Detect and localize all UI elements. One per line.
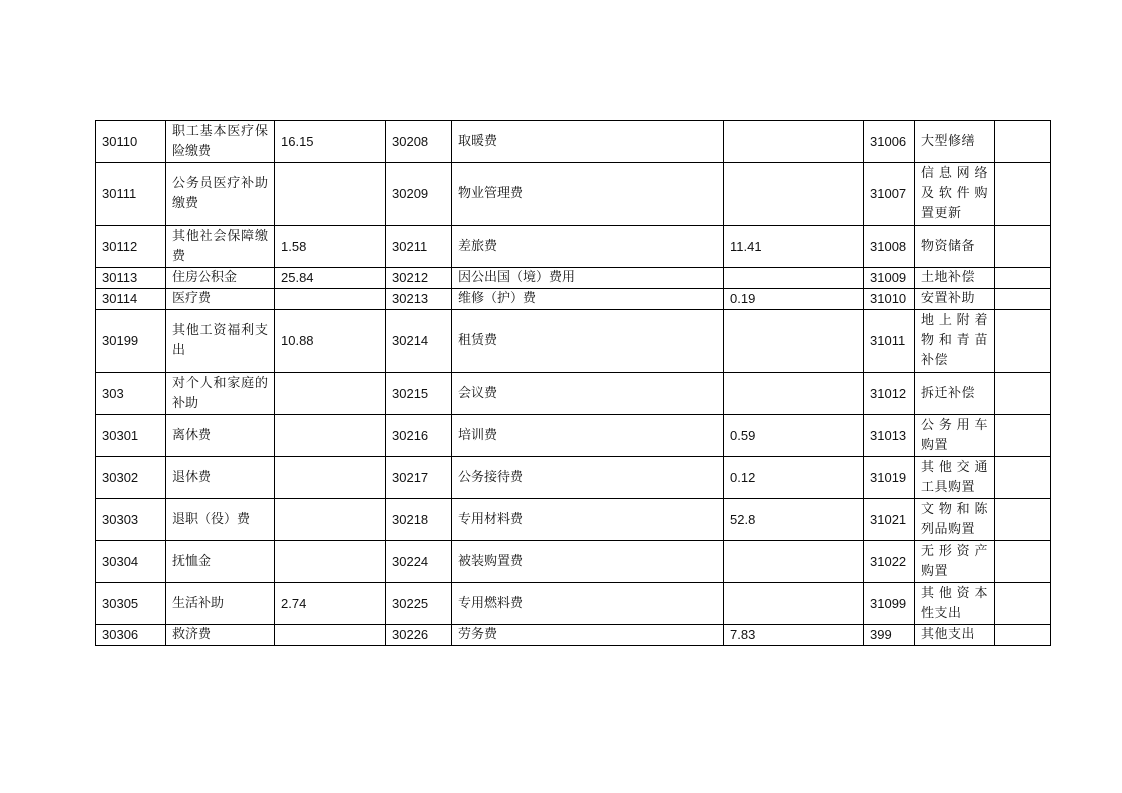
item-name-cell: 地上附着物和青苗补偿 [915, 310, 995, 373]
code-cell: 30112 [96, 226, 166, 268]
amount-cell: 10.88 [275, 310, 386, 373]
amount-cell [724, 163, 864, 226]
table-row [96, 541, 1051, 583]
code-cell: 30217 [386, 457, 452, 499]
item-name-cell: 物资储备 [915, 226, 995, 268]
code-cell: 30218 [386, 499, 452, 541]
amount-cell [275, 373, 386, 415]
item-name-cell: 专用材料费 [452, 499, 724, 541]
code-cell: 31012 [864, 373, 915, 415]
amount-cell: 0.59 [724, 415, 864, 457]
item-name-cell: 取暖费 [452, 121, 724, 163]
code-cell: 30306 [96, 625, 166, 646]
code-cell: 30113 [96, 268, 166, 289]
item-name-cell: 离休费 [166, 415, 275, 457]
item-name-cell: 培训费 [452, 415, 724, 457]
amount-cell: 0.12 [724, 457, 864, 499]
code-cell: 30224 [386, 541, 452, 583]
item-name-cell: 其他交通工具购置 [915, 457, 995, 499]
amount-cell [995, 163, 1051, 226]
amount-cell [995, 226, 1051, 268]
item-name-cell: 拆迁补偿 [915, 373, 995, 415]
amount-cell: 2.74 [275, 583, 386, 625]
amount-cell [995, 457, 1051, 499]
code-cell: 30216 [386, 415, 452, 457]
amount-cell [724, 373, 864, 415]
amount-cell [995, 415, 1051, 457]
amount-cell [275, 541, 386, 583]
item-name-cell: 救济费 [166, 625, 275, 646]
code-cell: 30226 [386, 625, 452, 646]
item-name-cell: 其他工资福利支出 [166, 310, 275, 373]
table-row [96, 499, 1051, 541]
table-row [96, 163, 1051, 226]
amount-cell [275, 415, 386, 457]
item-name-cell: 抚恤金 [166, 541, 275, 583]
item-name-cell: 大型修缮 [915, 121, 995, 163]
item-name-cell: 差旅费 [452, 226, 724, 268]
amount-cell [275, 163, 386, 226]
item-name-cell: 土地补偿 [915, 268, 995, 289]
amount-cell: 25.84 [275, 268, 386, 289]
code-cell: 303 [96, 373, 166, 415]
item-name-cell: 其他社会保障缴费 [166, 226, 275, 268]
item-name-cell: 公务员医疗补助缴费 [166, 163, 275, 226]
table-row [96, 625, 1051, 646]
code-cell: 31019 [864, 457, 915, 499]
code-cell: 31021 [864, 499, 915, 541]
table-row [96, 415, 1051, 457]
amount-cell [724, 121, 864, 163]
code-cell: 30212 [386, 268, 452, 289]
item-name-cell: 专用燃料费 [452, 583, 724, 625]
amount-cell [995, 373, 1051, 415]
amount-cell [995, 583, 1051, 625]
item-name-cell: 其他资本性支出 [915, 583, 995, 625]
code-cell: 30110 [96, 121, 166, 163]
item-name-cell: 安置补助 [915, 289, 995, 310]
code-cell: 31011 [864, 310, 915, 373]
table-row [96, 226, 1051, 268]
table-row [96, 583, 1051, 625]
code-cell: 30209 [386, 163, 452, 226]
amount-cell [995, 625, 1051, 646]
table-row [96, 457, 1051, 499]
amount-cell [724, 268, 864, 289]
item-name-cell: 信息网络及软件购置更新 [915, 163, 995, 226]
amount-cell [724, 310, 864, 373]
code-cell: 31009 [864, 268, 915, 289]
item-name-cell: 医疗费 [166, 289, 275, 310]
amount-cell [275, 625, 386, 646]
code-cell: 30213 [386, 289, 452, 310]
code-cell: 30302 [96, 457, 166, 499]
code-cell: 31010 [864, 289, 915, 310]
code-cell: 31008 [864, 226, 915, 268]
code-cell: 30114 [96, 289, 166, 310]
item-name-cell: 租赁费 [452, 310, 724, 373]
item-name-cell: 被装购置费 [452, 541, 724, 583]
item-name-cell: 因公出国（境）费用 [452, 268, 724, 289]
item-name-cell: 生活补助 [166, 583, 275, 625]
item-name-cell: 文物和陈列品购置 [915, 499, 995, 541]
code-cell: 30305 [96, 583, 166, 625]
item-name-cell: 公务接待费 [452, 457, 724, 499]
amount-cell [995, 541, 1051, 583]
code-cell: 31007 [864, 163, 915, 226]
amount-cell: 1.58 [275, 226, 386, 268]
amount-cell [995, 268, 1051, 289]
code-cell: 30211 [386, 226, 452, 268]
item-name-cell: 无形资产购置 [915, 541, 995, 583]
table-row [96, 373, 1051, 415]
table-row [96, 310, 1051, 373]
item-name-cell: 职工基本医疗保险缴费 [166, 121, 275, 163]
code-cell: 31099 [864, 583, 915, 625]
amount-cell: 52.8 [724, 499, 864, 541]
item-name-cell: 其他支出 [915, 625, 995, 646]
item-name-cell: 对个人和家庭的补助 [166, 373, 275, 415]
amount-cell: 11.41 [724, 226, 864, 268]
code-cell: 30199 [96, 310, 166, 373]
item-name-cell: 会议费 [452, 373, 724, 415]
budget-table-container [95, 120, 1050, 646]
budget-table [95, 120, 1051, 646]
amount-cell [275, 457, 386, 499]
code-cell: 30303 [96, 499, 166, 541]
amount-cell: 7.83 [724, 625, 864, 646]
code-cell: 399 [864, 625, 915, 646]
code-cell: 30215 [386, 373, 452, 415]
amount-cell: 16.15 [275, 121, 386, 163]
amount-cell [275, 289, 386, 310]
item-name-cell: 住房公积金 [166, 268, 275, 289]
item-name-cell: 公务用车购置 [915, 415, 995, 457]
item-name-cell: 物业管理费 [452, 163, 724, 226]
code-cell: 30111 [96, 163, 166, 226]
code-cell: 30304 [96, 541, 166, 583]
table-row [96, 121, 1051, 163]
code-cell: 31013 [864, 415, 915, 457]
code-cell: 30214 [386, 310, 452, 373]
item-name-cell: 维修（护）费 [452, 289, 724, 310]
item-name-cell: 退休费 [166, 457, 275, 499]
code-cell: 31022 [864, 541, 915, 583]
table-row [96, 268, 1051, 289]
amount-cell [724, 541, 864, 583]
table-row [96, 289, 1051, 310]
item-name-cell: 退职（役）费 [166, 499, 275, 541]
code-cell: 31006 [864, 121, 915, 163]
amount-cell [724, 583, 864, 625]
table-body [96, 121, 1051, 646]
amount-cell: 0.19 [724, 289, 864, 310]
code-cell: 30208 [386, 121, 452, 163]
item-name-cell: 劳务费 [452, 625, 724, 646]
amount-cell [995, 121, 1051, 163]
amount-cell [995, 310, 1051, 373]
code-cell: 30225 [386, 583, 452, 625]
code-cell: 30301 [96, 415, 166, 457]
amount-cell [995, 499, 1051, 541]
amount-cell [275, 499, 386, 541]
amount-cell [995, 289, 1051, 310]
